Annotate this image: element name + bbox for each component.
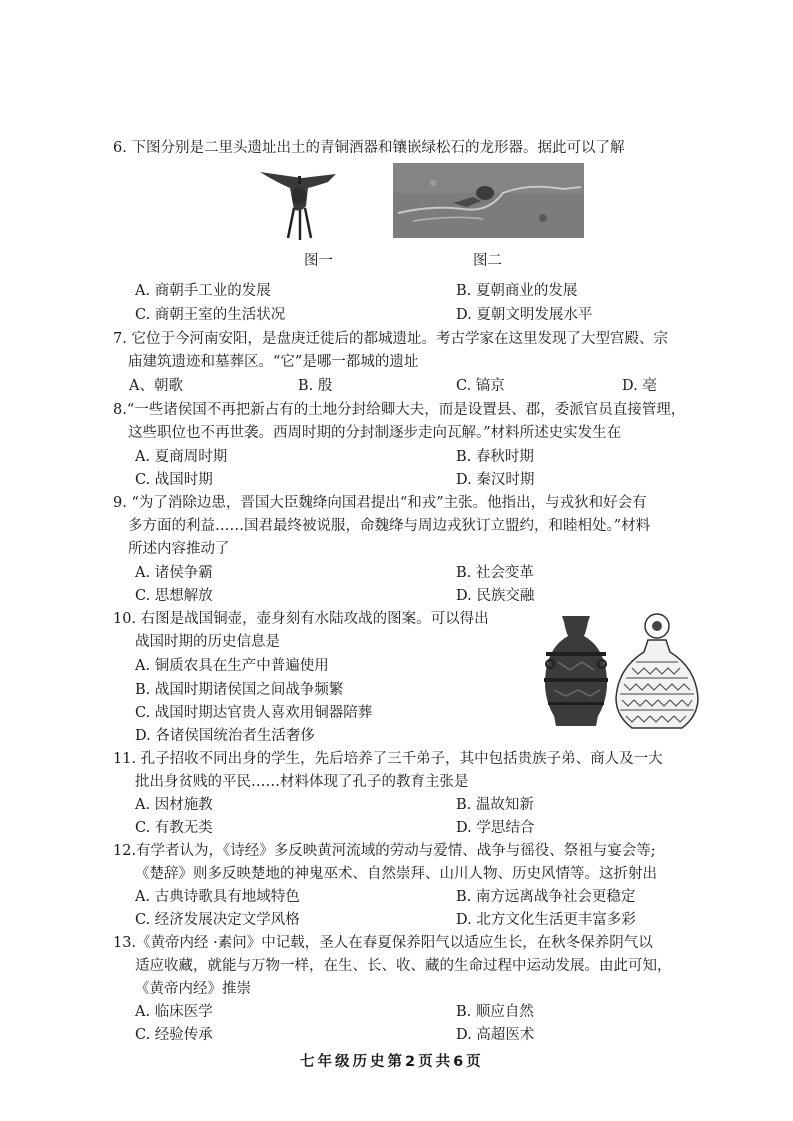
q9-option-c[interactable]: C. 思想解放 [135, 588, 213, 604]
q11-stem-line1: 11. 孔子招收不同出身的学生，先后培养了三千弟子，其中包括贵族子弟、商人及一大 [113, 751, 663, 767]
q10-option-d[interactable]: D. 各诸侯国统治者生活奢侈 [135, 728, 315, 744]
q6-option-a[interactable]: A. 商朝手工业的发展 [135, 283, 271, 299]
q13-option-d[interactable]: D. 高超医术 [456, 1027, 535, 1043]
q10-stem-line2: 战国时期的历史信息是 [135, 634, 280, 650]
q10-option-c[interactable]: C. 战国时期达官贵人喜欢用铜器陪葬 [135, 705, 373, 721]
q12-option-d[interactable]: D. 北方文化生活更丰富多彩 [456, 912, 636, 928]
q11-stem-line2: 批出身贫贱的平民……材料体现了孔子的教育主张是 [135, 774, 469, 790]
bronze-hu-vessel-image [540, 612, 612, 730]
q11-option-c[interactable]: C. 有教无类 [135, 820, 213, 836]
dragon-turquoise-image [393, 163, 584, 238]
q12-stem-line1: 12.有学者认为，《诗经》多反映黄河流域的劳动与爱情、战争与徭役、祭祖与宴会等; [113, 843, 656, 859]
q13-stem-line3: 《黄帝内经》推崇 [135, 981, 251, 997]
q9-option-d[interactable]: D. 民族交融 [456, 588, 535, 604]
q11-option-b[interactable]: B. 温故知新 [456, 797, 534, 813]
q7-stem-line2: 庙建筑遗迹和墓葬区。“它”是哪一都城的遗址 [128, 354, 419, 370]
q9-stem-line1: 9. “为了消除边患，晋国大臣魏绛向国君提出“和戎”主张。他指出，与戎狄和好会有 [113, 495, 647, 511]
q8-option-c[interactable]: C. 战国时期 [135, 472, 213, 488]
q12-option-a[interactable]: A. 古典诗歌具有地域特色 [135, 889, 300, 905]
q10-option-a[interactable]: A. 铜质农具在生产中普遍使用 [135, 658, 329, 674]
q9-stem-line3: 所述内容推动了 [128, 541, 230, 557]
q9-option-b[interactable]: B. 社会变革 [456, 565, 534, 581]
q13-stem-line1: 13.《黄帝内经 ·素问》中记载，圣人在春夏保养阳气以适应生长，在秋冬保养阴气以 [113, 935, 653, 951]
q7-option-a[interactable]: A、朝歌 [129, 378, 183, 394]
q13-stem-line2: 适应收藏，就能与万物一样，在生、长、收、藏的生命过程中运动发展。由此可知， [135, 958, 672, 974]
fig1-caption: 图一 [304, 253, 333, 269]
bronze-jue-image [258, 166, 338, 242]
q6-option-c[interactable]: C. 商朝王室的生活状况 [135, 307, 286, 323]
q11-option-a[interactable]: A. 因材施教 [135, 797, 213, 813]
q13-option-c[interactable]: C. 经验传承 [135, 1027, 213, 1043]
q6-stem: 6. 下图分别是二里头遗址出土的青铜酒器和镶嵌绿松石的龙形器。据此可以了解 [113, 140, 625, 156]
q10-stem-line1: 10. 右图是战国铜壶，壶身刻有水陆攻战的图案。可以得出 [113, 611, 489, 627]
q8-option-a[interactable]: A. 夏商周时期 [135, 449, 228, 465]
fig2-caption: 图二 [473, 253, 502, 269]
q7-option-b[interactable]: B. 殷 [298, 378, 333, 394]
q7-stem-line1: 7. 它位于今河南安阳，是盘庚迁徙后的都城遗址。考古学家在这里发现了大型宫殿、宗 [113, 331, 668, 347]
q10-option-b[interactable]: B. 战国时期诸侯国之间战争频繁 [135, 682, 344, 698]
page-footer: 七年级历史第2页共6页 [300, 1054, 484, 1070]
q7-option-c[interactable]: C. 镐京 [456, 378, 505, 394]
q8-option-b[interactable]: B. 春秋时期 [456, 449, 534, 465]
q8-option-d[interactable]: D. 秦汉时期 [456, 472, 535, 488]
q8-stem-line2: 这些职位也不再世袭。西周时期的分封制逐步走向瓦解。”材料所述史实发生在 [128, 425, 622, 441]
q12-stem-line2: 《楚辞》则多反映楚地的神鬼巫术、自然崇拜、山川人物、历史风情等。这折射出 [135, 866, 657, 882]
q8-stem-line1: 8.“一些诸侯国不再把新占有的土地分封给卿大夫，而是设置县、郡，委派官员直接管理， [113, 402, 686, 418]
q9-option-a[interactable]: A. 诸侯争霸 [135, 565, 213, 581]
q13-option-a[interactable]: A. 临床医学 [135, 1004, 213, 1020]
q6-option-b[interactable]: B. 夏朝商业的发展 [456, 283, 578, 299]
q13-option-b[interactable]: B. 顺应自然 [456, 1004, 534, 1020]
q12-option-c[interactable]: C. 经济发展决定文学风格 [135, 912, 300, 928]
q12-option-b[interactable]: B. 南方远离战争社会更稳定 [456, 889, 636, 905]
q11-option-d[interactable]: D. 学思结合 [456, 820, 535, 836]
hu-pattern-drawing-image [612, 612, 702, 732]
q6-option-d[interactable]: D. 夏朝文明发展水平 [456, 307, 593, 323]
q9-stem-line2: 多方面的利益……国君最终被说服，命魏绛与周边戎狄订立盟约，和睦相处。”材料 [128, 518, 651, 534]
q7-option-d[interactable]: D. 亳 [622, 378, 657, 394]
